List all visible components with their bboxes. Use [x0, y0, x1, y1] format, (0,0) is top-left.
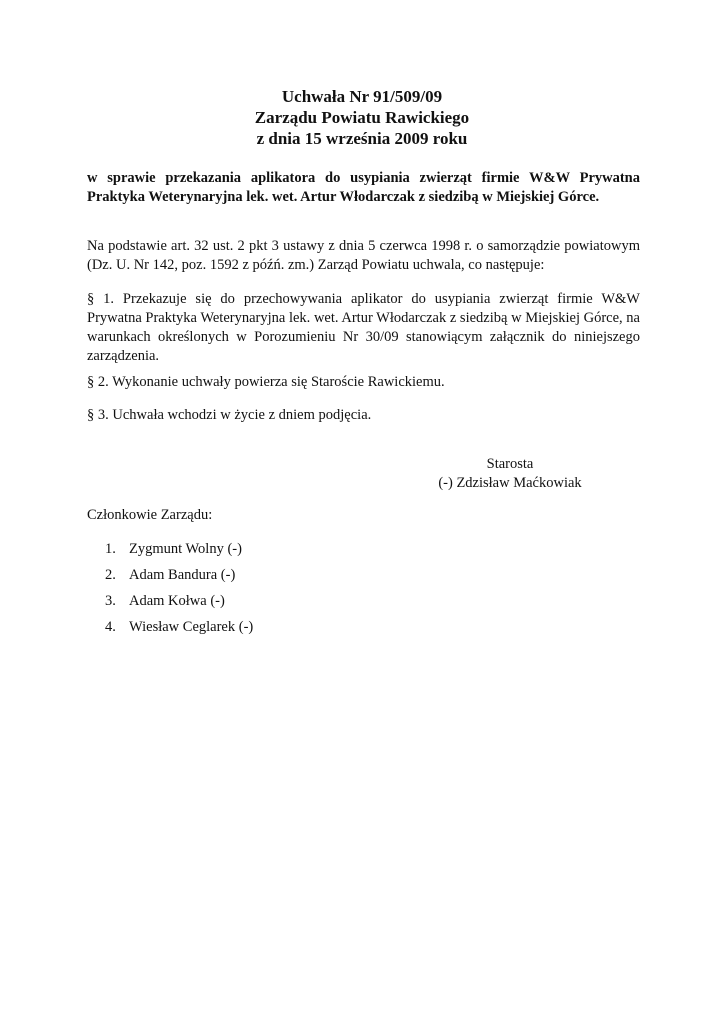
title-number: Uchwała Nr 91/509/09 — [281, 87, 443, 106]
list-item-number: 2. — [105, 567, 116, 583]
section-3-paragraph: § 3. Uchwała wchodzi w życie z dniem podjęcia. — [87, 407, 372, 423]
list-item-name: Adam Kołwa (-) — [129, 593, 225, 609]
title-issuer: Zarządu Powiatu Rawickiego — [254, 108, 470, 127]
resolution-title — [0, 86, 724, 149]
signature-block — [400, 455, 620, 493]
board-members-heading: Członkowie Zarządu: — [87, 507, 213, 523]
resolution-subject: w sprawie przekazania aplikatora do usypiania zwierząt firmie W&W Prywatna Praktyka Weterynaryjna lek. wet. Artur Włodarczak z siedzibą w Miejskiej Górce. — [87, 170, 640, 205]
list-item — [105, 540, 253, 566]
signature-name: (-) Zdzisław Maćkowiak — [438, 475, 582, 491]
list-item-name: Zygmunt Wolny (-) — [129, 541, 242, 557]
section-1-paragraph: § 1. Przekazuje się do przechowywania aplikator do usypiania zwierząt firmie W&W Prywatna Praktyka Weterynaryjna lek. wet. Artur Włodarczak z siedzibą w Miejskiej Górce, na warunkach określonych w Porozumieniu Nr 30/09 stanowiącym załącznik do niniejszego zarządzenia. — [87, 291, 640, 364]
legal-basis-paragraph: Na podstawie art. 32 ust. 2 pkt 3 ustawy z dnia 5 czerwca 1998 r. o samorządzie powiatowym (Dz. U. Nr 142, poz. 1592 z późń. zm.) Zarząd Powiatu uchwala, co następuje: — [87, 238, 640, 273]
title-date: z dnia 15 września 2009 roku — [256, 129, 468, 148]
list-item-name: Adam Bandura (-) — [129, 567, 236, 583]
list-item — [105, 592, 253, 618]
list-item-name: Wiesław Ceglarek (-) — [129, 619, 254, 635]
list-item-number: 1. — [105, 541, 116, 557]
board-members-list — [105, 540, 253, 644]
list-item-number: 4. — [105, 619, 116, 635]
section-2-paragraph: § 2. Wykonanie uchwały powierza się Staroście Rawickiemu. — [87, 374, 445, 390]
list-item — [105, 566, 253, 592]
signature-role: Starosta — [486, 456, 534, 472]
list-item — [105, 618, 253, 644]
list-item-number: 3. — [105, 593, 116, 609]
